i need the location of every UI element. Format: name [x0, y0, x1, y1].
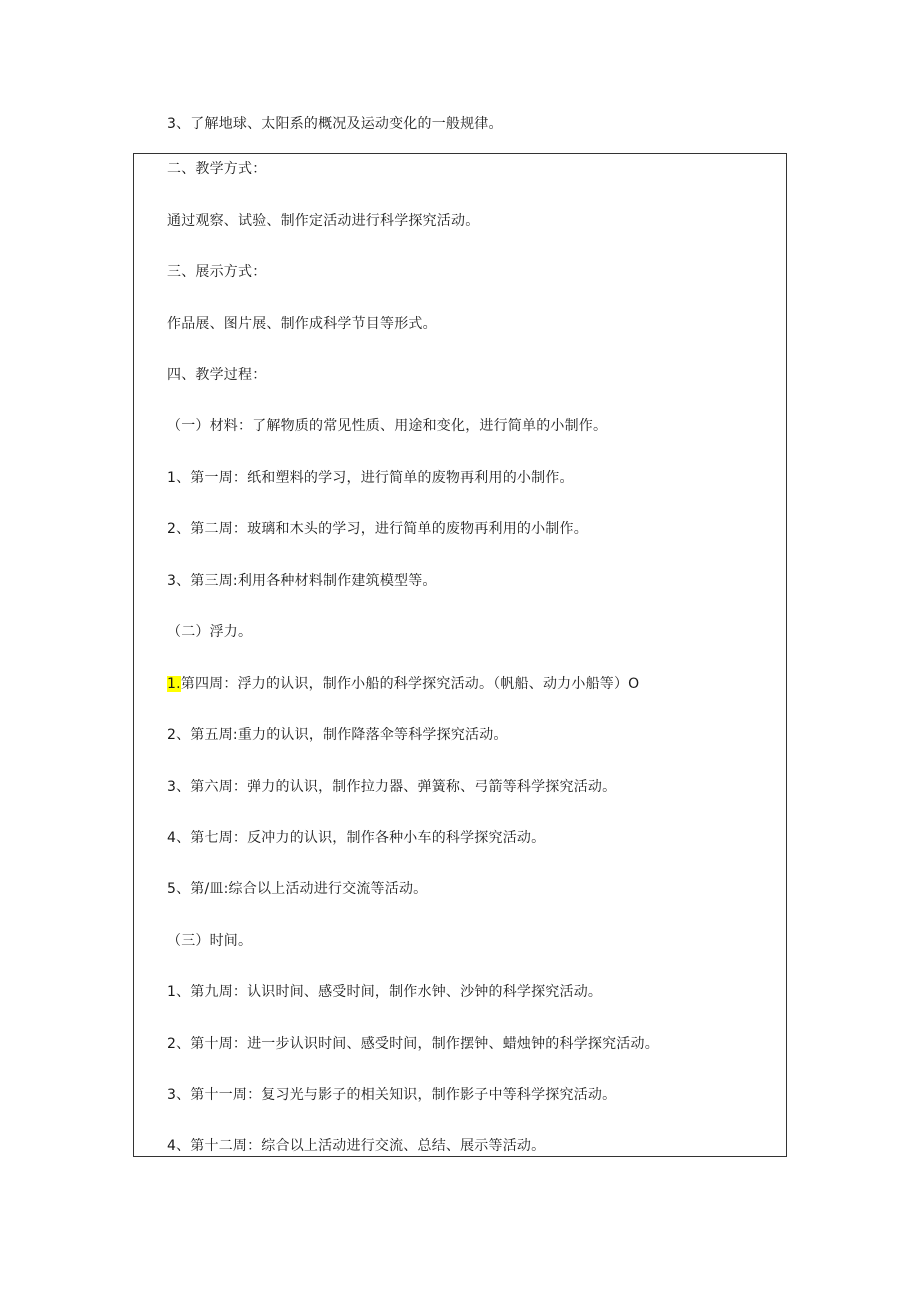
list-item-week-1: 1、第一周：纸和塑料的学习，进行简单的废物再利用的小制作。: [167, 470, 574, 486]
list-item-week-4: [167, 674, 639, 694]
subheading-time: （三）时间。: [167, 933, 253, 949]
list-item-week-6: 3、第六周：弹力的认识，制作拉力器、弹簧称、弓箭等科学探究活动。: [167, 779, 617, 795]
highlight-marker: 1.: [167, 676, 181, 692]
list-item-week-4-text: 第四周：浮力的认识，制作小船的科学探究活动。（帆船、动力小船等）O: [180, 676, 640, 692]
heading-teaching-process: 四、教学过程：: [167, 367, 267, 383]
paragraph-teaching-method: 通过观察、试验、制作定活动进行科学探究活动。: [167, 213, 480, 229]
subheading-buoyancy: （二）浮力。: [167, 624, 253, 640]
subheading-materials: （一）材料：了解物质的常见性质、用途和变化，进行简单的小制作。: [167, 418, 608, 434]
list-item-week-3: 3、第三周:利用各种材料制作建筑模型等。: [167, 573, 437, 589]
intro-line: 3、了解地球、太阳系的概况及运动变化的一般规律。: [167, 116, 503, 132]
list-item-week-10: 2、第十周：进一步认识时间、感受时间，制作摆钟、蜡烛钟的科学探究活动。: [167, 1036, 659, 1052]
list-item-week-5: 2、第五周:重力的认识，制作降落伞等科学探究活动。: [167, 727, 508, 743]
list-item-week-7: 4、第七周：反冲力的认识，制作各种小车的科学探究活动。: [167, 830, 546, 846]
heading-teaching-method: 二、教学方式：: [167, 161, 267, 177]
content-box: [133, 153, 787, 1157]
list-item-week-11: 3、第十一周：复习光与影子的相关知识，制作影子中等科学探究活动。: [167, 1087, 617, 1103]
heading-display-method: 三、展示方式：: [167, 264, 267, 280]
paragraph-display-method: 作品展、图片展、制作成科学节目等形式。: [167, 316, 437, 332]
list-item-week-9: 1、第九周：认识时间、感受时间，制作水钟、沙钟的科学探究活动。: [167, 984, 603, 1000]
list-item-week-8: 5、第/皿:综合以上活动进行交流等活动。: [167, 881, 428, 897]
list-item-week-12: 4、第十二周：综合以上活动进行交流、总结、展示等活动。: [167, 1138, 546, 1154]
list-item-week-2: 2、第二周：玻璃和木头的学习，进行简单的废物再利用的小制作。: [167, 521, 588, 537]
